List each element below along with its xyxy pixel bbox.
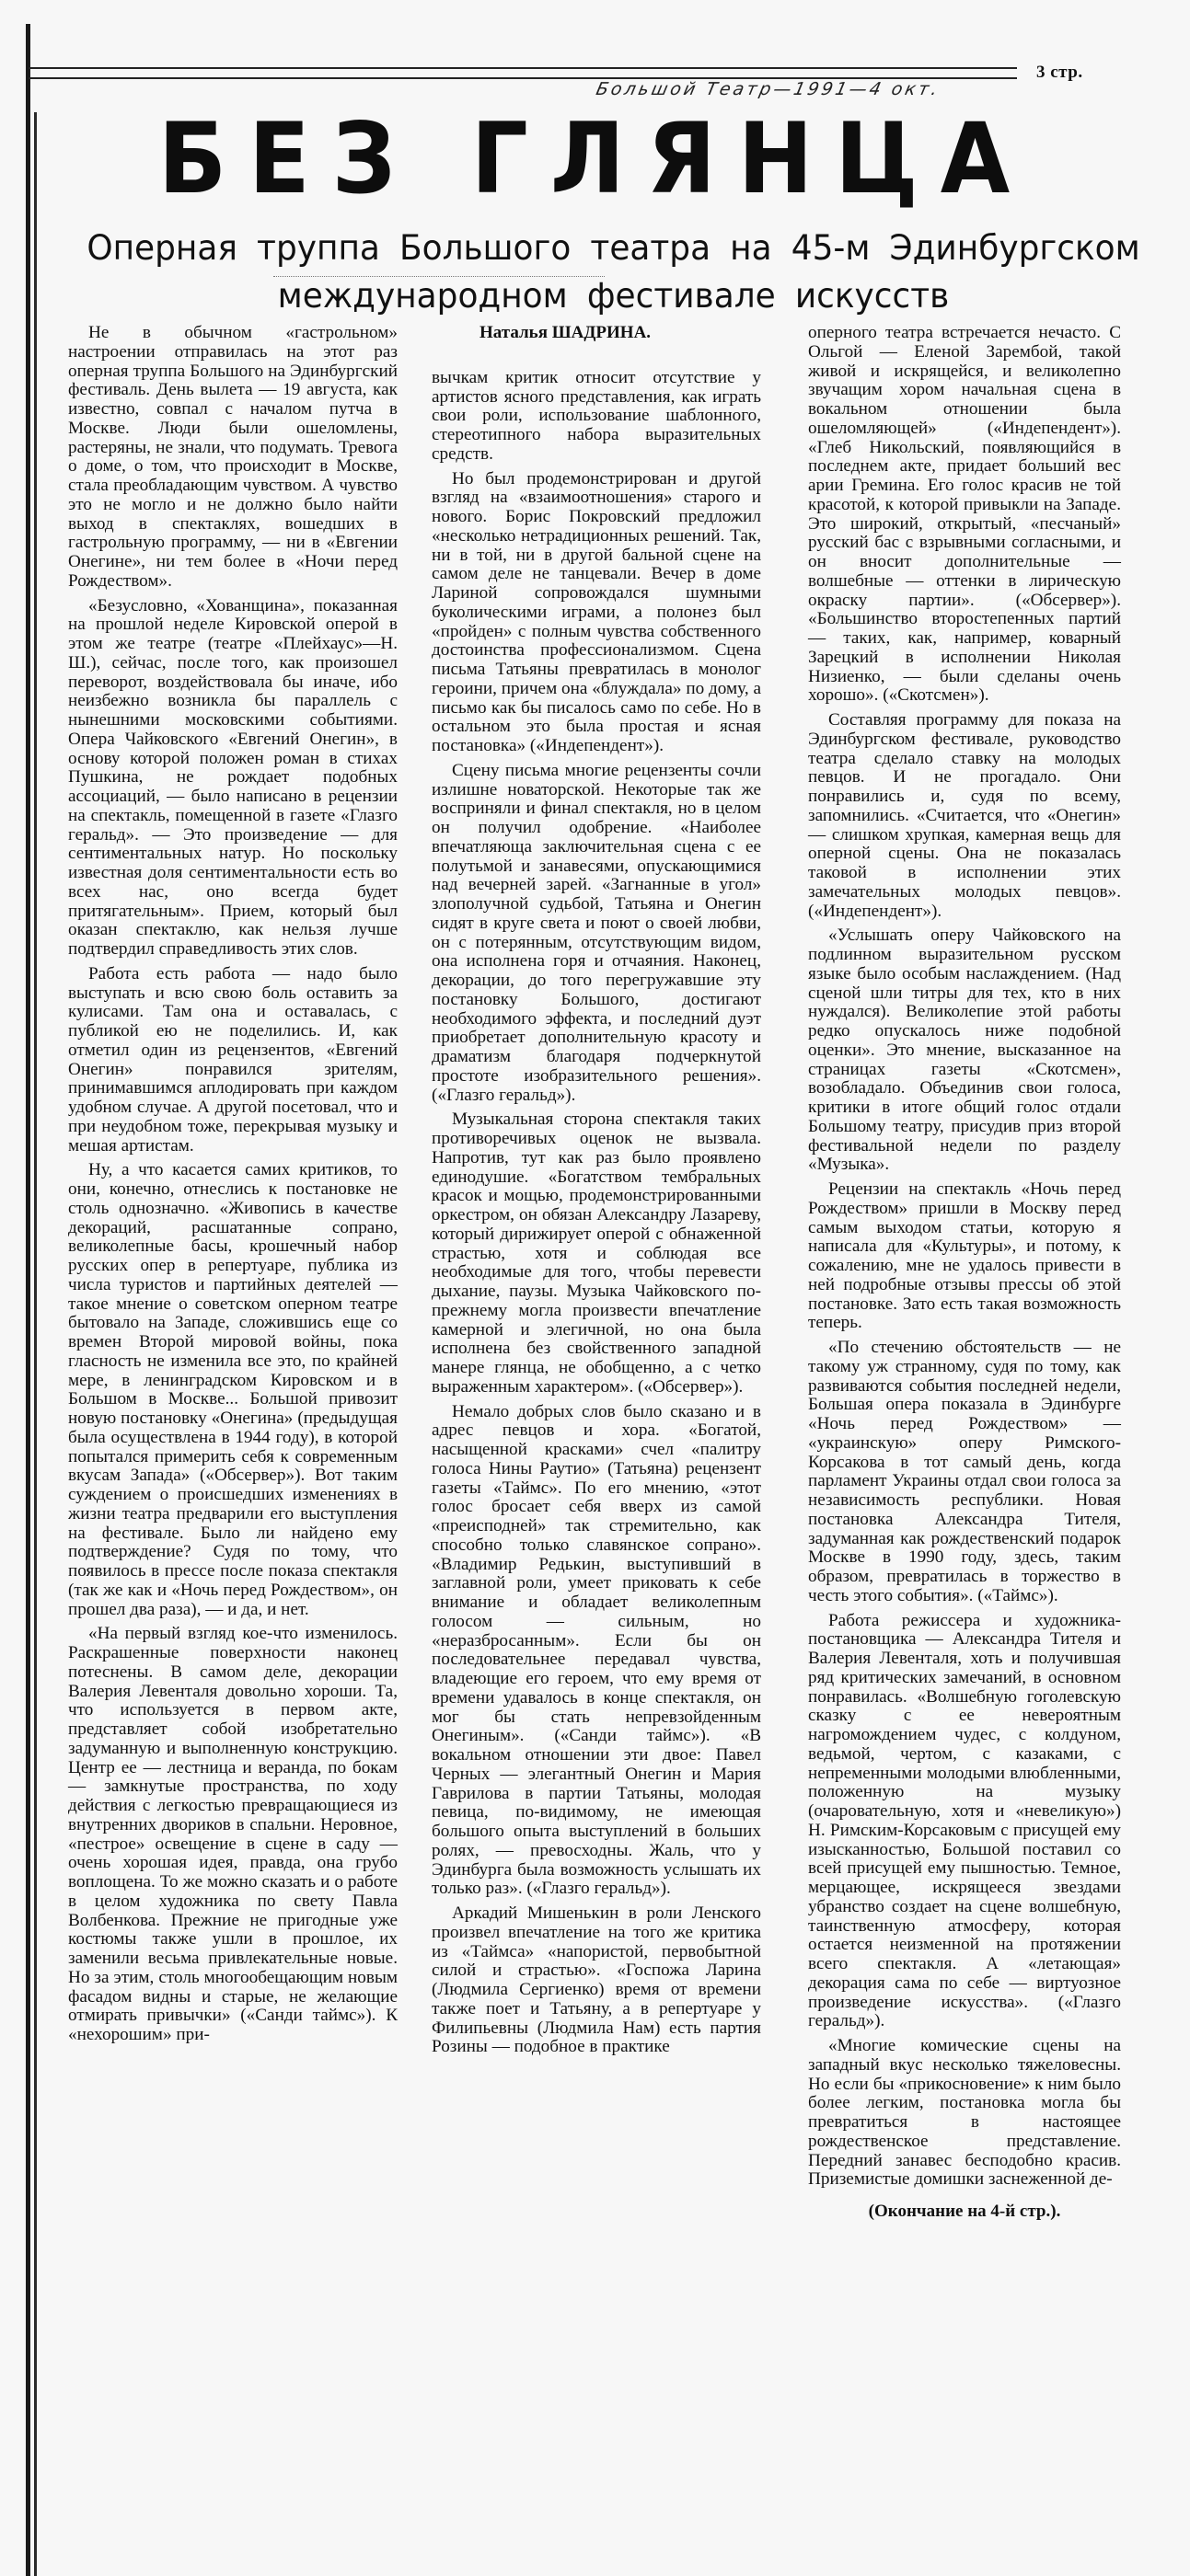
paragraph: Но был продемонстрирован и другой взгляд на «взаимоотношения» старого и нового. Борис Покровский предложил «несколько нетрадиционных решений. Так, ни в той, ни в другой бальной сцене на самом деле не танцевали. Вечер в доме Лариной сопровождался шумными буколическими играми, а полонез был «пройден» с полным чувства собственного достоинства профессионализмом. Сцена письма Татьяны превратилась в монолог героини, причем она «блуждала» по дому, а письмо как бы писалось само по себе. Но в остальном это была простая и ясная постановка» («Индепендент»). bbox=[432, 468, 761, 755]
paragraph: оперного театра встречается нечасто. С Ольгой — Еленой Зарембой, такой живой и искрящейся, и великолепно звучащим хором начальная сцена в вокальном отношении была ошеломляющей» («Индепендент»). «Глеб Никольский, появляющийся в последнем акте, придает больший вес арии Гремина. Его голос красив не той красотой, к которой привыкли на Западе. Это широкий, открытый, «песчаный» русский бас с взрывными согласными, и он вносит дополнительные — волшебные — оттенки в лирическую окраску партии». («Обсервер»). «Большинство второстепенных партий — таких, как, например, коварный Зарецкий в исполнении Николая Низиенко, — были сделаны очень хорошо». («Скотсмен»). bbox=[808, 323, 1121, 706]
continuation-note: (Окончание на 4-й стр.). bbox=[868, 2202, 1061, 2221]
paragraph: Составляя программу для показа на Эдинбургском фестивале, руководство театра сделало ставку на молодых певцов. И не прогадало. Они понравились и, судя по всему, запомнились. «Считается, что «Онегин» — слишком хрупкая, камерная вещь для оперной сцены. Она не показалась таковой в исполнении этих замечательных молодых певцов». («Индепендент»). bbox=[808, 710, 1121, 921]
article-column-1 bbox=[68, 324, 398, 2051]
article-headline: БЕЗ ГЛЯНЦА bbox=[157, 102, 1033, 215]
page-number: 3 стр. bbox=[1036, 63, 1083, 82]
paragraph: «Безусловно, «Хованщина», показанная на прошлой неделе Кировской оперой в этом же театре (театре «Плейхаус»—Н. Ш.), сейчас, после того, как произошел переворот, воздействовала бы иначе, ибо неизбежно возникла бы параллель с нынешними московскими событиями. Опера Чайковского «Евгений Онегин», в основу которой положен роман в стихах Пушкина, не рождает подобных ассоциаций, — было написано в рецензии на спектакль, помещенной в газете «Глазго геральд». — Это произведение — для сентиментальных натур. Но поскольку известная доля сентиментальности есть во всех нас, оно всегда будет притягательным». Прием, который был оказан спектаклю, как нельзя лучше подтвердил справедливость этих слов. bbox=[68, 595, 398, 959]
article-column-2 bbox=[432, 324, 761, 2063]
paragraph: Работа режиссера и художника-постановщика — Александра Тителя и Валерия Левенталя, хоть и получившая ряд критических замечаний, в основном понравилась. «Волшебную гоголевскую сказку с ее невероятным нагромождением чудес, с колдуном, ведьмой, чертом, с казаками, с непременными молодыми влюбленными, положенную на музыку (очаровательную, хотя и «невеликую») Н. Римским-Корсаковым с присущей ему изысканностью, Большой поставил со всей присущей ему пышностью. Темное, мерцающее, искрящееся звездами убранство создает на сцене волшебную, таинственную атмосферу, которая остается неизменной на протяжении всего спектакля. А «летающая» декорация сама по себе — виртуозное произведение искусства». («Глазго геральд»). bbox=[808, 1610, 1121, 2031]
paragraph: «Услышать оперу Чайковского на подлинном выразительном русском языке было особым наслаждением. (Над сценой шли титры для тех, кто в них нуждался). Великолепие этой работы редко опускалось ниже подобной оценки». Это мнение, высказанное на страницах газеты «Скотсмен», возобладало. Объединив свои голоса, критики в итоге общий голос отдали Большому театру, присудив приз второй фестивальной недели по разделу «Музыка». bbox=[808, 926, 1121, 1175]
article-column-3 bbox=[808, 324, 1121, 2222]
paragraph: «На первый взгляд кое-что изменилось. Раскрашенные поверхности наконец потеснены. В самом деле, декорации Валерия Левенталя довольно хороши. Та, что используется в первом акте, представляет собой изобретательно задуманную и выполненную конструкцию. Центр ее — лестница и веранда, по бокам — замкнутые пространства, по ходу действия с легкостью превращающиеся из внутренних двориков в спальни. Неровное, «пестрое» освещение в сцене в саду — очень хорошая идея, правда, она грубо воплощена. То же можно сказать и о работе в целом художника по свету Павла Волбенкова. Прежние не пригодные уже костюмы также ушли в прошлое, их заменили весьма привлекательные новые. Но за этим, столь многообещающим новым фасадом видны и старые, не желающие отмирать привычки» («Санди таймс»). К «нехорошим» при- bbox=[68, 1624, 398, 2044]
article-subtitle-line-2: международном фестивале искусств bbox=[277, 276, 950, 316]
paragraph: вычкам критик относит отсутствие у артистов ясного представления, как играть свои роли, использование шаблонного, стереотипного набора выразительных средств. bbox=[432, 367, 761, 464]
left-border-rule bbox=[26, 24, 30, 2576]
paragraph: Рецензии на спектакль «Ночь перед Рождеством» пришли в Москву перед самым выходом статьи, которую я написала для «Культуры», и потому, к сожалению, мне не удалось привести в ней подробные отзывы прессы об этой постановке. Зато есть такая возможность теперь. bbox=[808, 1179, 1121, 1333]
paragraph: «Многие комические сцены на западный вкус несколько тяжеловесны. Но если бы «прикосновение» к ним было более легким, постановка могла бы превратиться в настоящее рождественское представление. Передний занавес бесподобно красив. Приземистые домишки заснеженной де- bbox=[808, 2036, 1121, 2190]
author-byline: Наталья ШАДРИНА. bbox=[479, 323, 652, 342]
article-subtitle-line-1: Оперная труппа Большого театра на 45-м Эдинбургском bbox=[87, 228, 1140, 268]
paragraph: Ну, а что касается самих критиков, то они, конечно, отнеслись к постановке не столь однозначно. «Живопись в качестве декораций, расшатанные сопрано, великолепные басы, крошечный набор русских опер в репертуаре, публика из числа туристов и партийных деятелей — такое мнение о советском оперном театре бытовало на Западе, сложившись еще со времен Второй мировой войны, пока гласность не изменила все это, по крайней мере, в ленинградском Кировском и в Большом в Москве... Большой привозит новую постановку «Онегина» (предыдущая была осуществлена в 1944 году), в которой попытался примерить себя к современным вкусам Запада» («Обсервер»). Вот таким суждением о происшедших изменениях в жизни театра предварили его выступления на фестивале. Было ли найдено ему подтверждение? Судя по тому, что появилось в прессе после показа спектакля (так же как и «Ночь перед Рождеством», он прошел два раза), — и да, и нет. bbox=[68, 1160, 398, 1619]
paragraph: Аркадий Мишенькин в роли Ленского произвел впечатление на того же критика из «Таймса» «напористой, первобытной силой и страстью». «Госпожа Ларина (Людмила Сергиенко) время от времени также поет и Татьяну, а в репертуаре у Филипьевны (Людмила Нам) есть партия Розины — подобное в практике bbox=[432, 1903, 761, 2057]
paragraph: Не в обычном «гастрольном» настроении отправилась на этот раз оперная труппа Большого на Эдинбургский фестиваль. День вылета — 19 августа, как известно, совпал с началом путча в Москве. Люди были ошеломлены, растеряны, не знали, что подумать. Тревога о доме, о том, что происходит в Москве, стала преобладающим чувством. А чувство это не могло и не должно было найти выход в спектаклях, вошедших в гастрольную программу, — ни в «Евгении Онегине», ни тем более в «Ночи перед Рождеством». bbox=[68, 323, 398, 591]
paragraph: Сцену письма многие рецензенты сочли излишне новаторской. Некоторые так же восприняли и финал спектакля, но в целом он получил одобрение. «Наиболее впечатляюща заключительная сцена с ее полутьмой и занавесями, опускающимися над вечерней зарей. «Загнанные в угол» злополучной судьбой, Татьяна и Онегин сидят в круге света и поют о своей любви, он с потерянным, отсутствующим видом, она исполнена горя и отчаяния. Наконец, декорации, до того перегружавшие эту постановку Большого, достигают необходимого эффекта, и последний дуэт приобретает дополнительную красоту и драматизм благодаря подчеркнутой простоте изобразительного решения». («Глазго геральд»). bbox=[432, 760, 761, 1105]
left-inner-rule bbox=[34, 112, 37, 2576]
paragraph: «По стечению обстоятельств — не такому уж странному, судя по тому, как развиваются события последней недели, Большая опера показала в Эдинбурге «Ночь перед Рождеством» — «украинскую» оперу Римского-Корсакова в тот самый день, когда парламент Украины отдал свои голоса за независимость республики. Новая постановка Александра Тителя, задуманная как рождественский подарок Москве в 1990 году, здесь, таким образом, превратилась в торжество в честь этого события». («Таймс»). bbox=[808, 1338, 1121, 1605]
handwritten-annotation: Большой Театр—1991—4 окт. bbox=[594, 79, 942, 99]
paragraph: Немало добрых слов было сказано и в адрес певцов и хора. «Богатой, насыщенной красками» счел «палитру голоса Нины Раутио» (Татьяна) рецензент газеты «Таймс». По его мнению, «этот голос бросает себя вверх из самой «преисподней» так стремительно, как способно только славянское сопрано». «Владимир Редькин, выступивший в заглавной роли, умеет приковать к себе внимание и обладает великолепным голосом — сильным, но «неразбросанным». Если бы он последовательнее передавал чувства, владеющие его героем, что ему время от времени удавалось в конце спектакля, он мог бы стать непревзойденным Онегиным». («Санди таймс»). «В вокальном отношении эти двое: Павел Черных — элегантный Онегин и Мария Гаврилова в партии Татьяны, молодая певица, по-видимому, не имеющая большого опыта выступлений в больших ролях, — превосходны. Жаль, что у Эдинбурга была возможность услышать их только раз». («Глазго геральд»). bbox=[432, 1401, 761, 1899]
paragraph: Музыкальная сторона спектакля таких противоречивых оценок не вызвала. Напротив, тут как раз было проявлено единодушие. «Богатством тембральных красок и мощью, продемонстрированными оркестром, он обязан Александру Лазареву, который дирижирует оперой с обнаженной страстью, хотя и соблюдая все необходимые для того, чтобы перевести дыхание, паузы. Музыка Чайковского по-прежнему могла произвести впечатление камерной и элегичной, но она была исполнена без свойственного западной манере глянца, не обобщенно, а с четко выраженным характером». («Обсервер»). bbox=[432, 1110, 761, 1397]
top-rule bbox=[29, 67, 1017, 69]
paragraph: Работа есть работа — надо было выступать и всю свою боль оставить за кулисами. Там она и оставалась, с публикой ею не поделились. И, как отметил один из рецензентов, «Евгений Онегин» понравился зрителям, принимавшимся аплодировать при каждом удобном случае. А другой посетовал, что и при неудобном тоже, перекрывая музыку и мешая артистам. bbox=[68, 963, 398, 1156]
